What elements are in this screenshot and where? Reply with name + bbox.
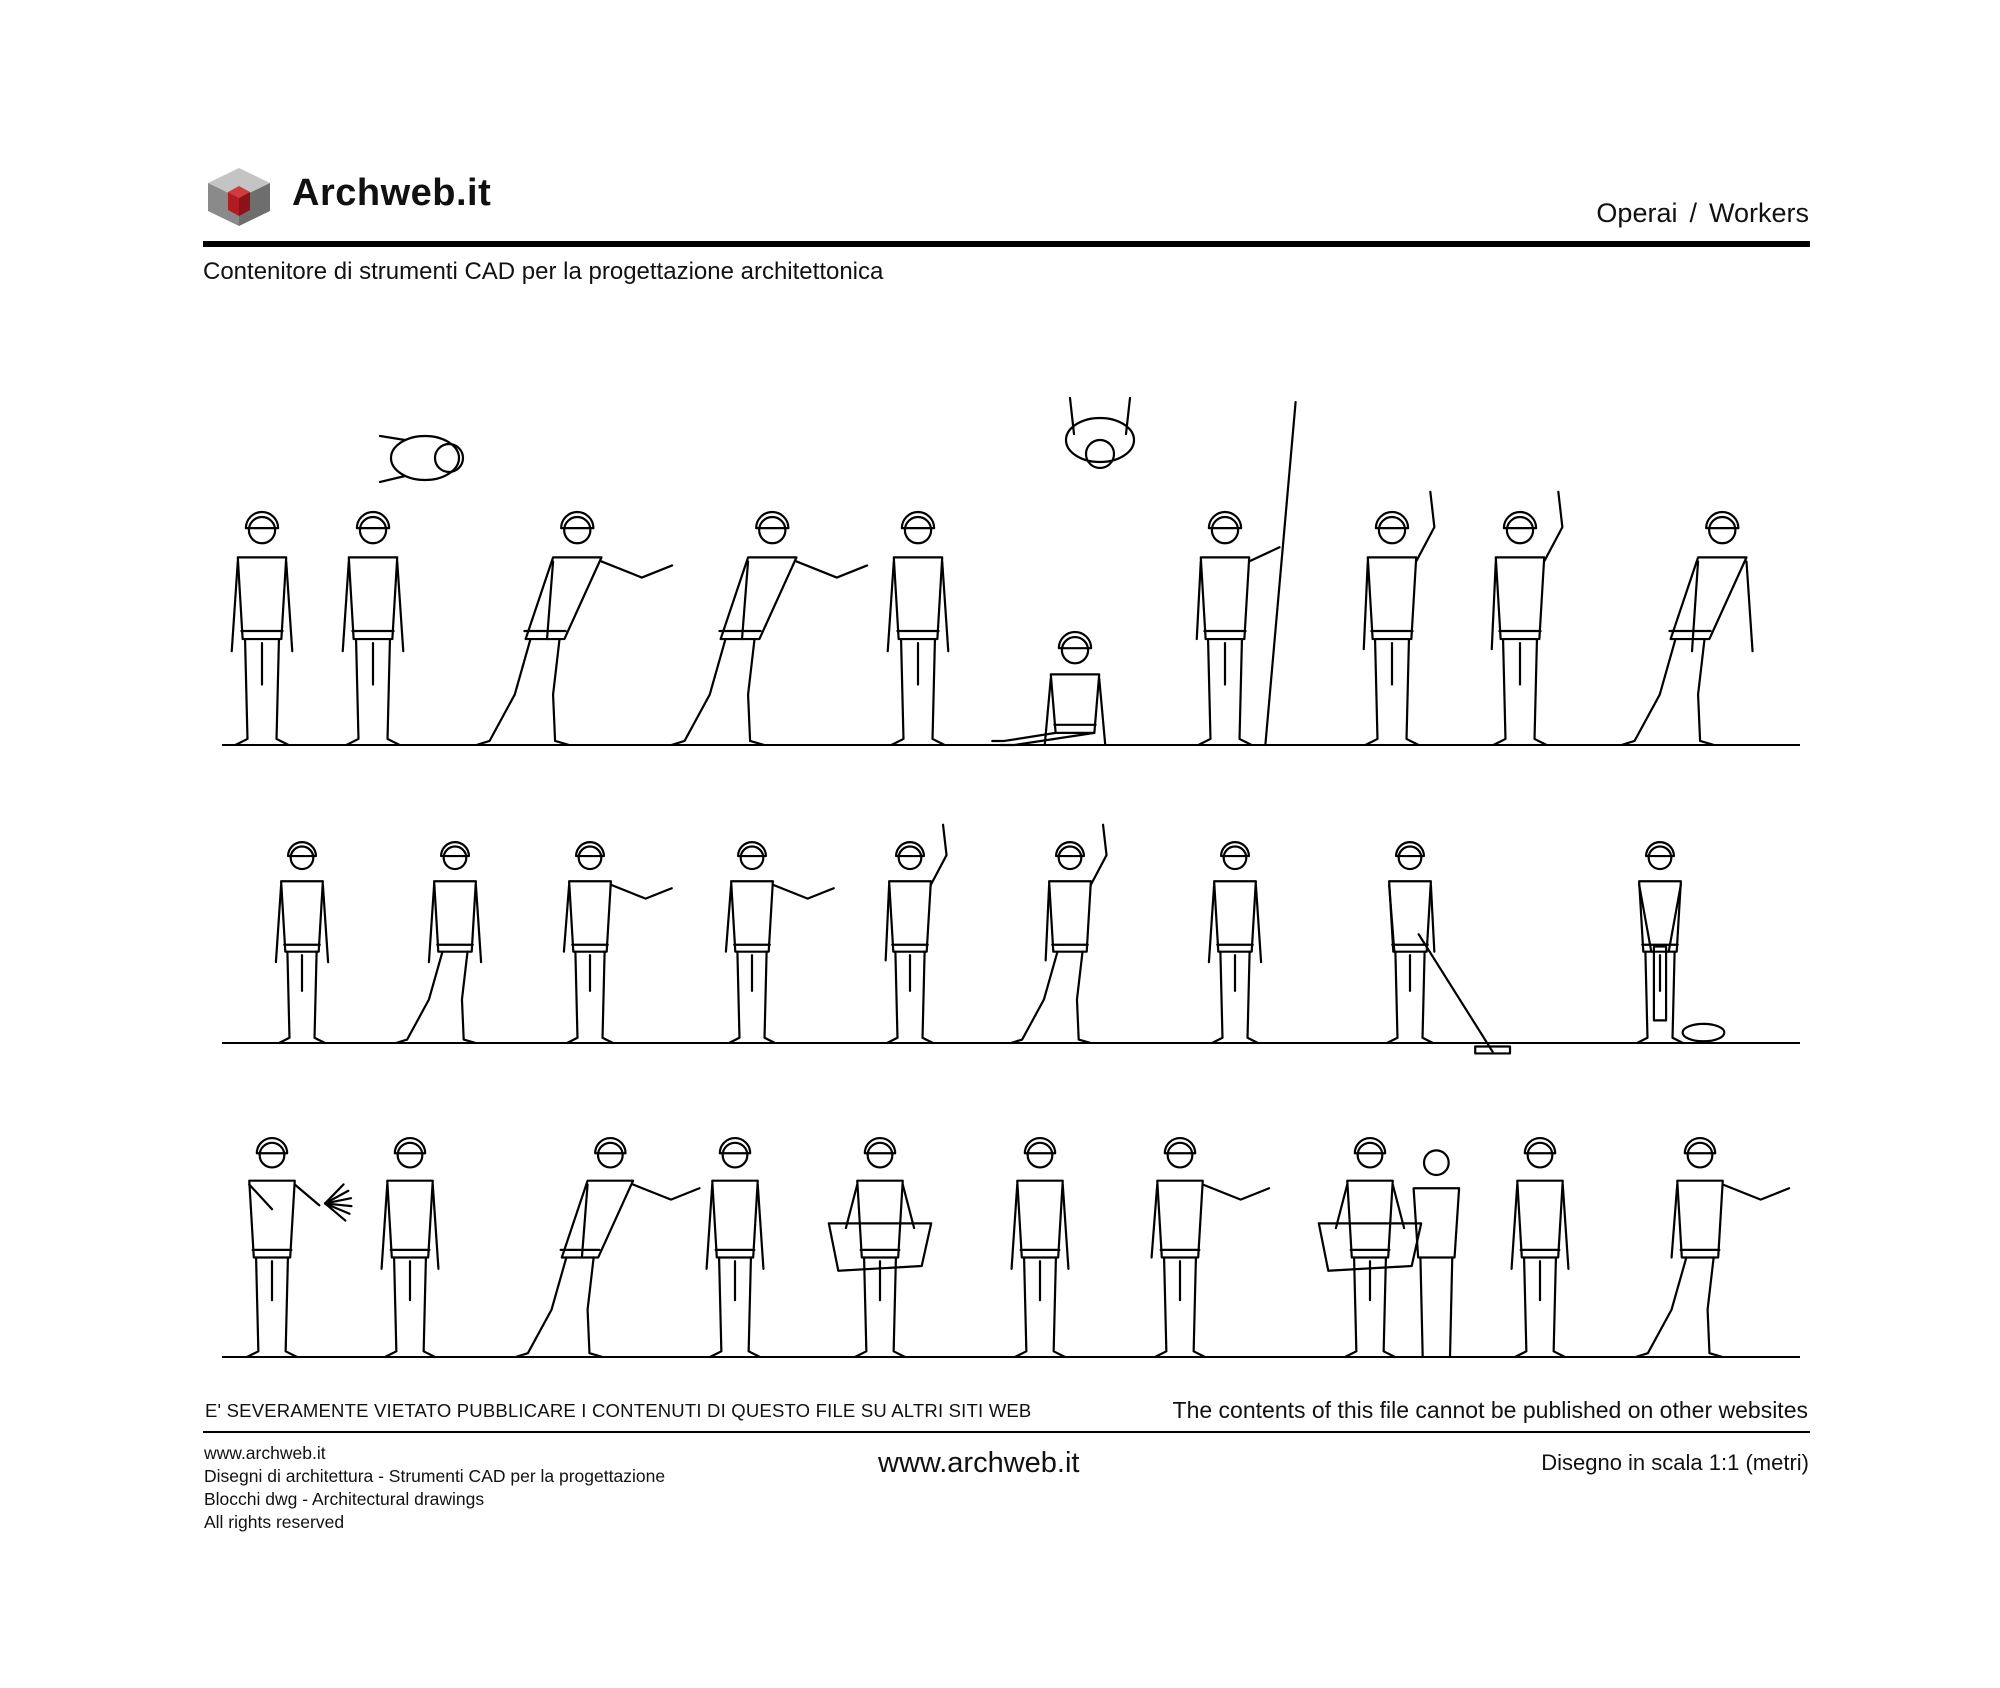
worker-waving-back-icon: [1364, 492, 1435, 745]
footer-url: www.archweb.it: [878, 1447, 1080, 1479]
worker-waving-front-icon: [1492, 492, 1563, 745]
worker-waving-walking-icon: [1011, 825, 1107, 1043]
scale-note: Disegno in scala 1:1 (metri): [1541, 1450, 1809, 1475]
brand-name: Archweb.it: [292, 172, 492, 214]
header-rule: [203, 241, 1810, 247]
worker-walking-icon: [396, 842, 481, 1043]
worker-bending-icon: [1621, 512, 1752, 745]
title-separator: /: [1689, 198, 1697, 228]
worker-side-icon: [276, 842, 328, 1043]
worker-gesturing-icon: [1152, 1138, 1270, 1357]
worker-pushing-icon: [671, 512, 867, 745]
document-title: [1596, 198, 1809, 229]
worker-welding-icon: [247, 1138, 352, 1357]
title-english: Workers: [1708, 198, 1809, 228]
worker-front-icon: [232, 512, 293, 745]
worker-pointing-icon: [726, 842, 834, 1043]
footer-line-blocks: Blocchi dwg - Architectural drawings: [204, 1489, 485, 1509]
archweb-logo-icon: [206, 166, 272, 228]
worker-standing-icon: [707, 1138, 764, 1357]
subtitle: Contenitore di strumenti CAD per la progettazione architettonica: [203, 258, 884, 285]
worker-side-icon: [888, 512, 949, 745]
footer-line-rights: All rights reserved: [204, 1512, 345, 1532]
worker-sitting-icon: [992, 632, 1105, 745]
worker-reading-icon: [829, 1138, 931, 1357]
title-italian: Operai: [1596, 198, 1678, 228]
workers-drawing: [0, 300, 2000, 1380]
worker-overalls-icon: [1209, 842, 1261, 1043]
footer-line-description: Disegni di architettura - Strumenti CAD per la progettazione: [204, 1466, 666, 1486]
worker-reaching-icon: [1636, 1138, 1790, 1357]
workers-with-plans-icon: [1319, 1138, 1459, 1357]
worker-with-pole-icon: [1197, 402, 1296, 745]
warning-italian: E' SEVERAMENTE VIETATO PUBBLICARE I CONTENUTI DI QUESTO FILE SU ALTRI SITI WEB: [205, 1400, 1032, 1421]
footer-line-website: www.archweb.it: [204, 1443, 326, 1463]
worker-back-icon: [343, 512, 404, 745]
worker-plan-view-arms-up-icon: [1066, 398, 1134, 468]
worker-gesturing-icon: [564, 842, 672, 1043]
worker-bending-pointing-icon: [516, 1138, 700, 1357]
worker-overalls-icon: [1512, 1138, 1569, 1357]
worker-sweeping-icon: [1387, 842, 1510, 1053]
worker-plan-view-icon: [380, 436, 463, 482]
worker-standing-icon: [382, 1138, 439, 1357]
worker-waving-icon: [886, 825, 947, 1043]
warning-english: The contents of this file cannot be published on other websites: [1172, 1397, 1808, 1423]
worker-jackhammer-icon: [1637, 842, 1724, 1043]
worker-pushing-icon: [476, 512, 672, 745]
footer-rule: [203, 1431, 1810, 1433]
worker-with-tool-icon: [1012, 1138, 1069, 1357]
